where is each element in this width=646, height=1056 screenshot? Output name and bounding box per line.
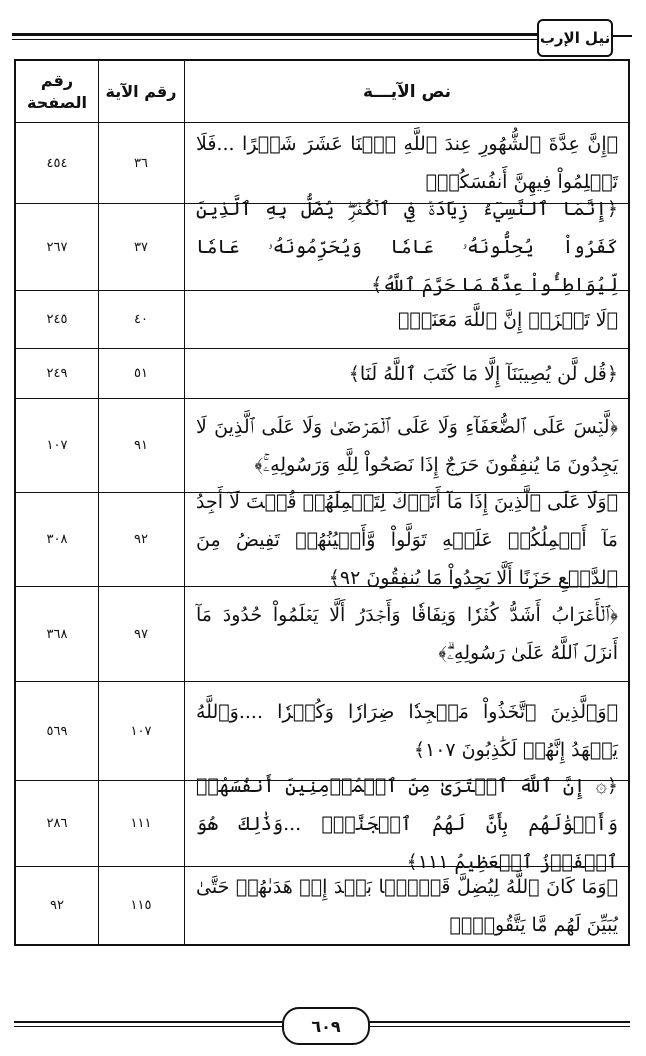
ayah-text bbox=[184, 198, 628, 296]
ayah-number: ٩٢ bbox=[134, 532, 148, 547]
ayah-number: ٣٧ bbox=[134, 239, 148, 255]
ayah-number: ١١١ bbox=[130, 816, 152, 831]
page-number: ٩٢ bbox=[50, 898, 64, 913]
page-number: ٢٤٩ bbox=[46, 366, 68, 381]
page-number: ٥٦٩ bbox=[46, 723, 68, 739]
page-number: ٢٦٧ bbox=[46, 239, 68, 255]
table-row bbox=[16, 198, 628, 296]
book-title-box bbox=[537, 19, 613, 57]
footer-rule bbox=[366, 1021, 630, 1023]
page-number: ١٠٧ bbox=[46, 438, 68, 453]
ayah-number: ١٠٧ bbox=[130, 723, 152, 739]
footer-rule bbox=[14, 1026, 282, 1027]
ayah-text-content: ﴿وَلَا عَلَى ٱلَّذِينَ إِذَا مَآ أَتَوۡكَ لِتَحۡمِلَهُمۡ قُلۡتَ لَآ أَجِدُ مَآ أَحۡمِلُكُمۡ عَلَيۡهِ تَوَلَّواْ وَّأَعۡيُنُهُمۡ تَفِيضُ مِنَ ٱلدَّمۡعِ حَزَنًا أَلَّا يَجِدُواْ مَا يُنفِقُونَ ٩٢﴾ bbox=[196, 490, 618, 589]
ayah-text bbox=[184, 774, 628, 873]
header-ayah-text: نص الآيـــة bbox=[362, 81, 452, 102]
ayah-text bbox=[184, 291, 628, 348]
footer-rule bbox=[14, 1021, 282, 1023]
page-number: ٢٨٦ bbox=[46, 816, 68, 831]
table-row bbox=[16, 348, 628, 398]
ayah-text-content: ﴿وَٱلَّذِينَ ٱتَّخَذُواْ مَسۡجِدٗا ضِرَارٗا وَكُفۡرٗا ....وَٱللَّهُ يَشۡهَدُ إِنَّهُمۡ لَكَٰذِبُونَ ١٠٧﴾ bbox=[196, 701, 618, 761]
ayat-table bbox=[14, 59, 630, 946]
table-row bbox=[16, 290, 628, 348]
book-title: نيل الإرب bbox=[539, 29, 611, 47]
ayah-number: ٥١ bbox=[134, 366, 148, 381]
table-row bbox=[16, 490, 628, 589]
page-number: ٢٤٥ bbox=[46, 312, 68, 327]
page-number-badge bbox=[282, 1007, 370, 1045]
page-number-label: ٦٠٩ bbox=[311, 1016, 341, 1036]
page-number: ٣٠٨ bbox=[46, 532, 68, 547]
table-header-row bbox=[16, 61, 628, 122]
ayah-text bbox=[184, 399, 628, 492]
header-rule-thin bbox=[12, 39, 537, 40]
ayah-number: ٩١ bbox=[134, 438, 148, 453]
header-rule-thick bbox=[12, 33, 537, 36]
ayah-text bbox=[184, 349, 628, 398]
ayah-number: ٣٦ bbox=[134, 155, 148, 171]
ayah-text bbox=[184, 490, 628, 589]
ayah-text-content: ﴿إِنَّمَا ٱلنَّسِيٓءُ زِيَادَةٞ فِي ٱلۡكُفۡرِۖ يُضَلُّ بِهِ ٱلَّذِينَ كَفَرُواْ يُحِلُّونَهُۥ عَامٗا وَيُحَرِّمُونَهُۥ عَامٗا لِّيُوَاطِـُٔواْ عِدَّةَ مَا حَرَّمَ ٱللَّهُ﴾ bbox=[196, 198, 618, 296]
ayah-text-content: ﴿لَا تَحۡزَنۡ إِنَّ ٱللَّهَ مَعَنَاۖ﴾ bbox=[398, 308, 618, 331]
ayah-text bbox=[184, 587, 628, 681]
ayah-number: ٤٠ bbox=[134, 312, 148, 327]
table-row bbox=[16, 866, 628, 944]
table-row bbox=[16, 398, 628, 492]
ayah-text bbox=[184, 682, 628, 780]
page-number: ٣٦٨ bbox=[46, 626, 68, 642]
header-ayah-number: رقم الآية bbox=[105, 81, 177, 101]
ayah-number: ٩٧ bbox=[134, 626, 148, 642]
ayah-text-content: ﴿وَمَا كَانَ ٱللَّهُ لِيُضِلَّ قَوۡمَۢا بَعۡدَ إِذۡ هَدَىٰهُمۡ حَتَّىٰ يُبَيِّنَ لَهُم مَّا يَتَّقُونَۚ﴾ bbox=[196, 875, 618, 936]
ayah-text-content: ﴿لَّيۡسَ عَلَى ٱلضُّعَفَآءِ وَلَا عَلَى ٱلۡمَرۡضَىٰ وَلَا عَلَى ٱلَّذِينَ لَا يَجِدُونَ مَا يُنفِقُونَ حَرَجٌ إِذَا نَصَحُواْ لِلَّهِ وَرَسُولِهِۦۚ﴾ bbox=[196, 415, 618, 476]
table-row bbox=[16, 774, 628, 873]
ayah-text-content: ﴿قُل لَّن يُصِيبَنَآ إِلَّا مَا كَتَبَ ٱللَّهُ لَنَا﴾ bbox=[348, 362, 618, 385]
ayah-text bbox=[184, 867, 628, 944]
ayah-text-content: ﴿ٱلۡأَعۡرَابُ أَشَدُّ كُفۡرٗا وَنِفَاقٗا وَأَجۡدَرُ أَلَّا يَعۡلَمُواْ حُدُودَ مَآ أَنزَلَ ٱللَّهُ عَلَىٰ رَسُولِهِۦۗ﴾ bbox=[196, 604, 618, 664]
table-row bbox=[16, 586, 628, 681]
ayah-number: ١١٥ bbox=[130, 898, 152, 913]
header-rule-tail bbox=[612, 35, 632, 37]
ayah-text-content: ﴿إِنَّ عِدَّةَ ٱلشُّهُورِ عِندَ ٱللَّهِ ٱثۡنَا عَشَرَ شَهۡرًا ...فَلَا تَظۡلِمُواْ فِيهِنَّ أَنفُسَكُمۡ﴾ bbox=[196, 133, 618, 193]
page-number: ٤٥٤ bbox=[46, 155, 68, 171]
footer-rule bbox=[366, 1026, 630, 1027]
ayah-text-content: ﴿۞ إِنَّ ٱللَّهَ ٱشۡتَرَىٰ مِنَ ٱلۡمُؤۡمِنِينَ أَنفُسَهُمۡ وَأَمۡوَٰلَهُم بِأَنَّ لَهُمُ ٱلۡجَنَّةَۚ ...وَذَٰلِكَ هُوَ ٱلۡفَوۡزُ ٱلۡعَظِيمُ ١١١﴾ bbox=[196, 774, 618, 873]
table-row bbox=[16, 681, 628, 780]
header-page-number: رقم الصفحة bbox=[26, 70, 87, 112]
